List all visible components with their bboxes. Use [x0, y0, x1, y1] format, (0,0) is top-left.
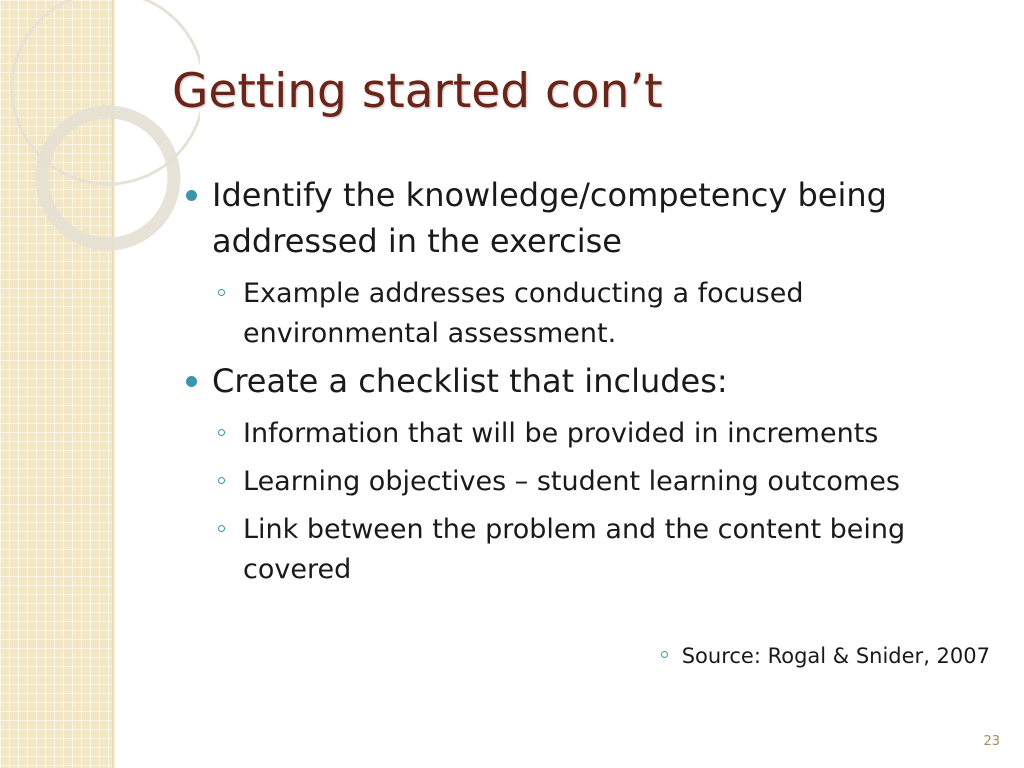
sub-bullet-text: Information that will be provided in increments [243, 418, 879, 449]
slide-title: Getting started con’t [172, 64, 663, 119]
sub-bullet-item [218, 274, 983, 354]
sub-bullet-ring-icon [218, 429, 225, 436]
page-number: 23 [983, 734, 1000, 749]
bullet-item [186, 172, 1006, 264]
side-band-edge [112, 0, 116, 768]
bullet-dot-icon [186, 190, 197, 201]
sub-bullet-ring-icon [218, 477, 225, 484]
sub-bullet-text: Example addresses conducting a focused environmental assessment. [243, 278, 804, 349]
decorative-side-band [0, 0, 112, 768]
bullet-item [186, 358, 1006, 404]
slide-content [186, 172, 1006, 598]
sub-bullet-item [218, 414, 983, 454]
source-text: Source: Rogal & Snider, 2007 [681, 644, 990, 668]
bullet-text: Create a checklist that includes: [212, 362, 728, 400]
bullet-text: Identify the knowledge/competency being addressed in the exercise [212, 176, 887, 260]
source-citation [661, 642, 990, 670]
sub-bullet-ring-icon [661, 651, 668, 658]
bullet-dot-icon [186, 376, 197, 387]
sub-bullet-item [218, 462, 983, 502]
sub-bullet-text: Learning objectives – student learning outcomes [243, 466, 900, 497]
sub-bullet-ring-icon [218, 525, 225, 532]
sub-bullet-text: Link between the problem and the content being covered [243, 514, 906, 585]
sub-bullet-item [218, 510, 983, 590]
sub-bullet-ring-icon [218, 289, 225, 296]
